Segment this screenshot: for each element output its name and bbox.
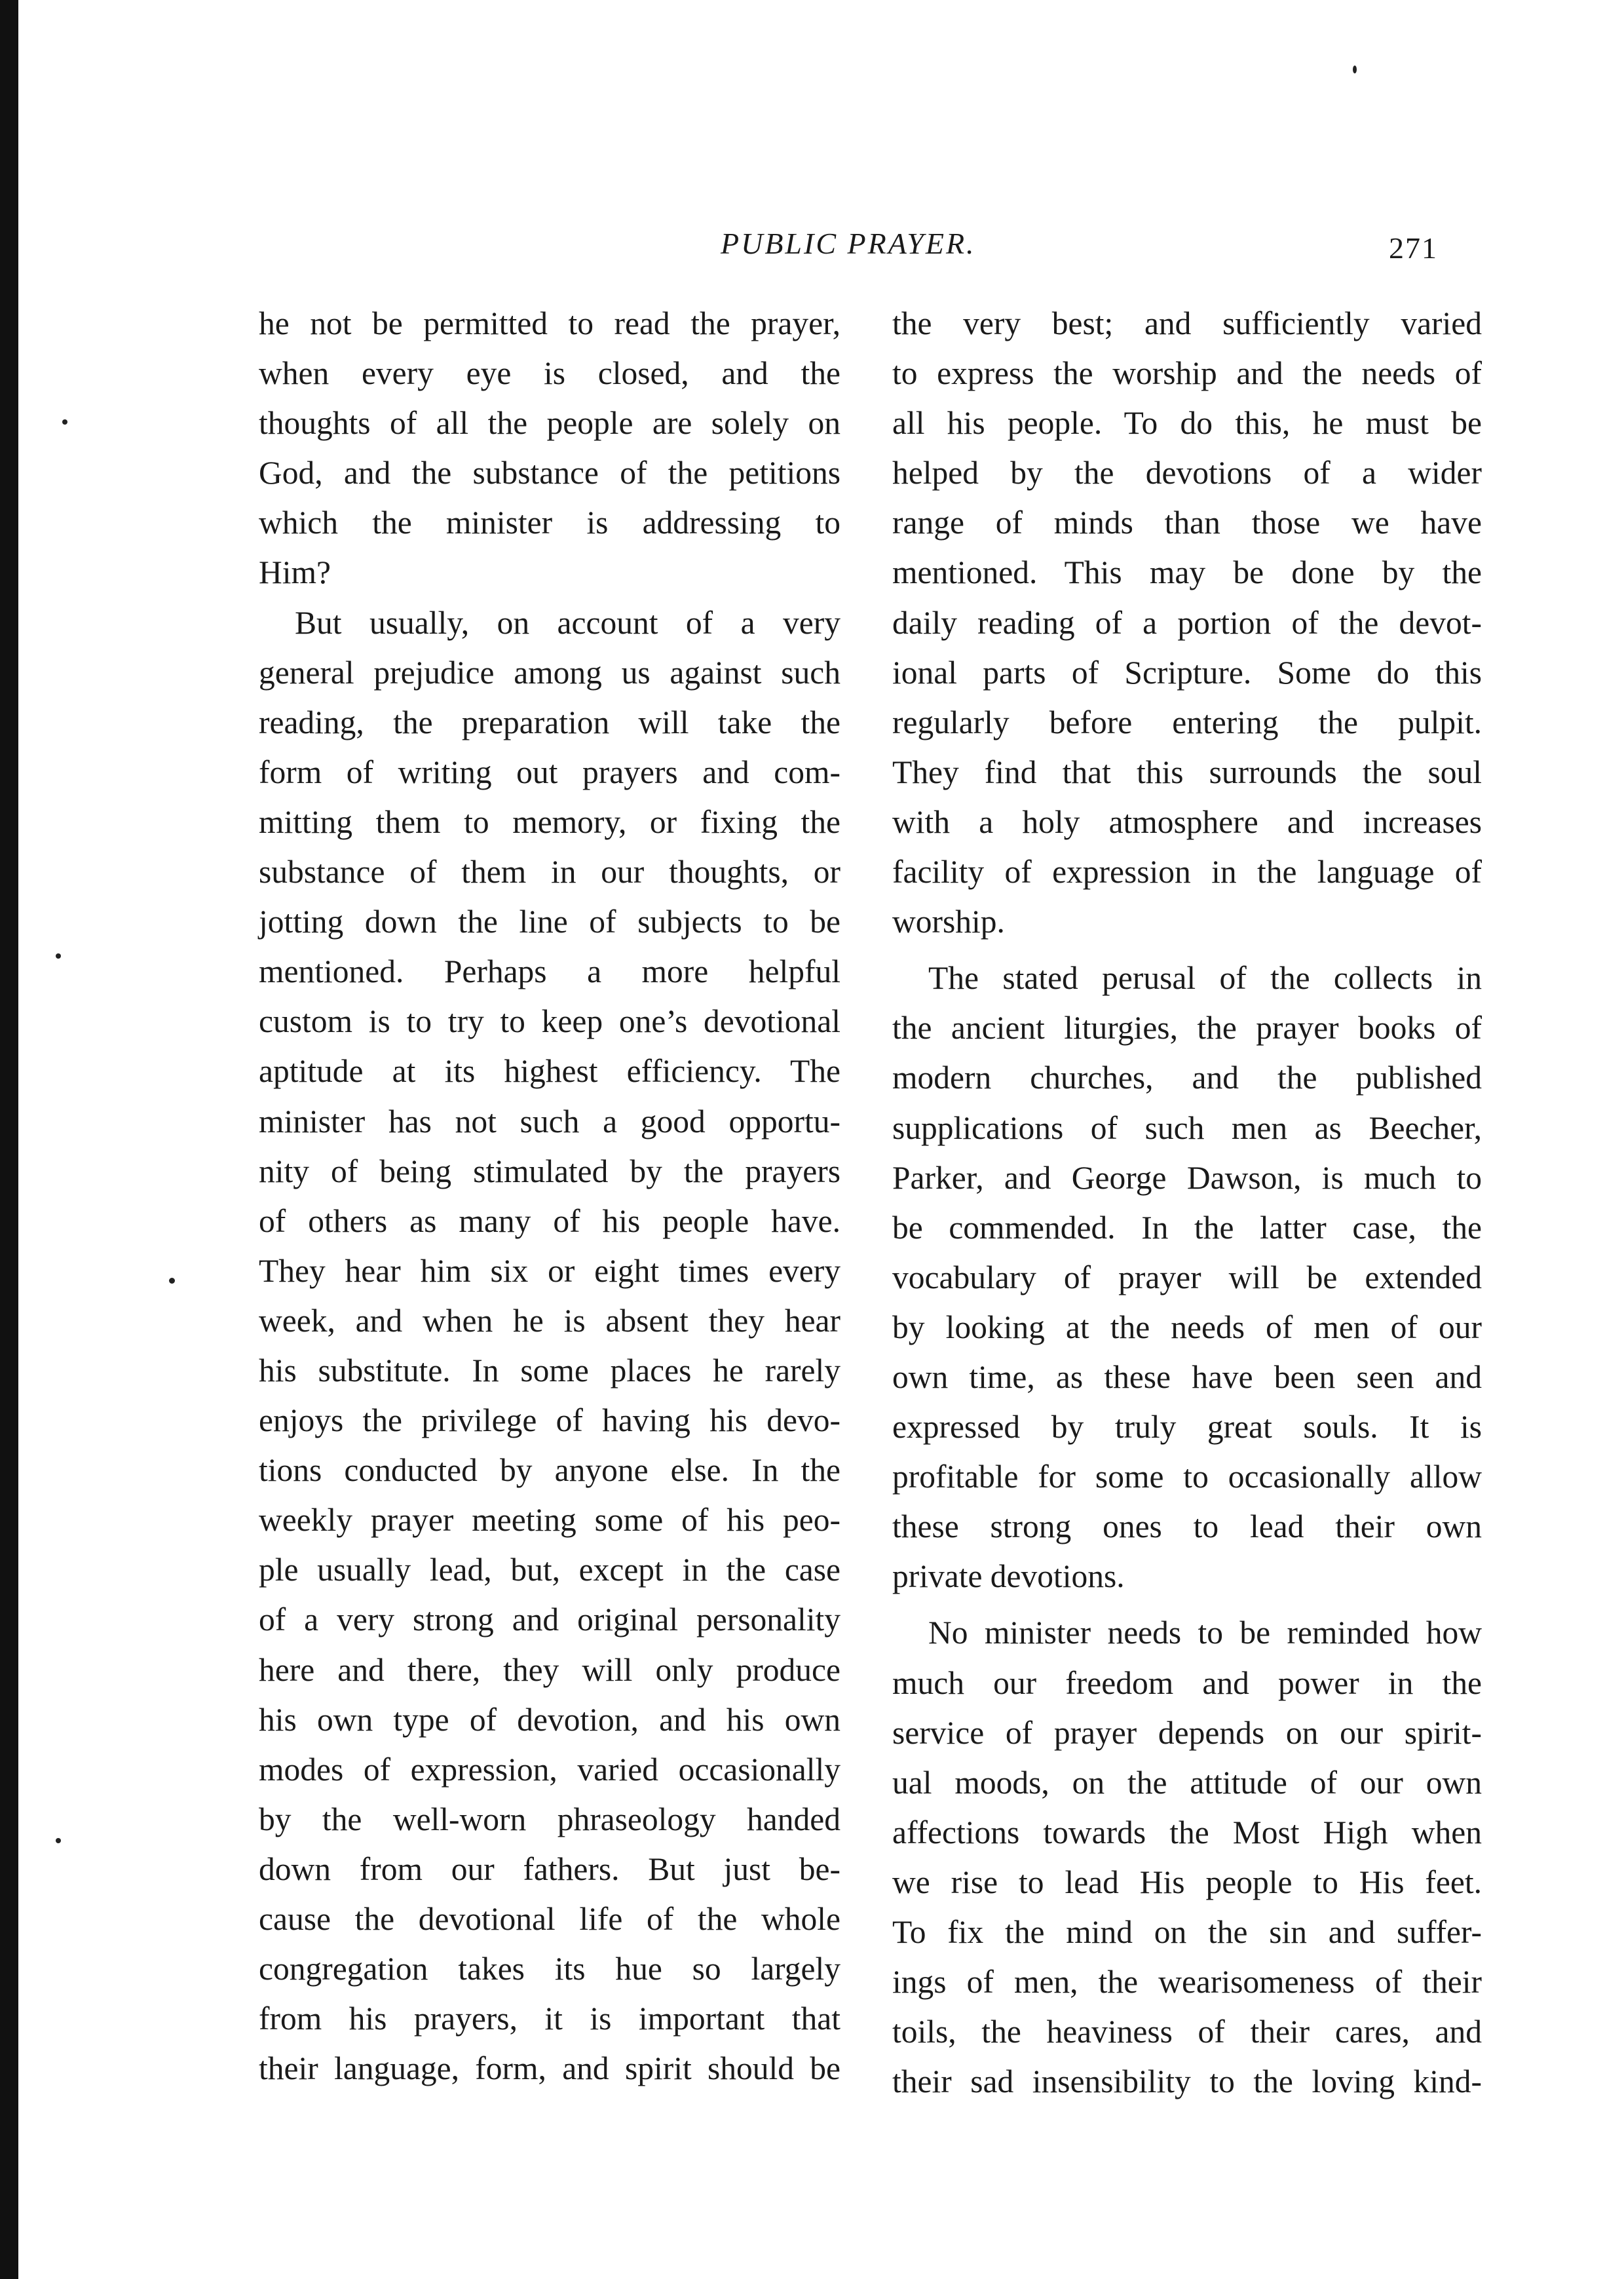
text-line: modern churches, and the published [892,1060,1482,1096]
text-line: enjoys the privilege of having his devo- [259,1402,840,1439]
text-line: supplications of such men as Beecher, [892,1109,1482,1146]
scan-speck [56,1838,61,1843]
text-line: when every eye is closed, and the [259,355,840,392]
text-line: reading, the preparation will take the [259,704,840,740]
text-line: which the minister is addressing to [259,505,840,541]
text-line: Parker, and George Dawson, is much to [892,1159,1482,1196]
scan-speck [56,953,61,959]
text-line: from his prayers, it is important that [259,2001,840,2037]
text-line: They find that this surrounds the soul [892,754,1482,790]
text-line: their language, form, and spirit should be [259,2050,840,2087]
text-line: all his people. To do this, he must be [892,405,1482,442]
text-line: mentioned. Perhaps a more helpful [259,953,840,990]
text-line: God, and the substance of the petitions [259,455,840,491]
text-line: down from our fathers. But just be- [259,1850,840,1887]
page-number: 271 [1389,231,1438,265]
text-line: nity of being stimulated by the prayers [259,1153,840,1189]
text-line: his substitute. In some places he rarely [259,1352,840,1388]
text-line: daily reading of a portion of the devot- [892,604,1482,641]
text-line: vocabulary of prayer will be extended [892,1259,1482,1295]
text-line: profitable for some to occasionally allow [892,1459,1482,1495]
text-line: the very best; and sufficiently varied [892,305,1482,341]
text-line: by the well-worn phraseology handed [259,1801,840,1837]
text-line: tions conducted by anyone else. In the [259,1452,840,1489]
text-line: cause the devotional life of the whole [259,1901,840,1937]
text-line: congregation takes its hue so largely [259,1951,840,1987]
text-line: private devotions. [892,1558,1125,1595]
text-line: these strong ones to lead their own [892,1508,1482,1545]
text-line: mentioned. This may be done by the [892,554,1482,591]
right-text-column [892,299,1482,2107]
text-line: of others as many of his people have. [259,1202,840,1239]
text-line: form of writing out prayers and com- [259,754,840,790]
page-binding-edge [0,0,18,2279]
text-line: of a very strong and original personality [259,1601,840,1638]
text-line: But usually, on account of a very [295,604,840,641]
text-line: jotting down the line of subjects to be [259,904,840,940]
text-line: ings of men, the wearisomeness of their [892,1964,1482,2001]
text-line: minister has not such a good opportu- [259,1103,840,1140]
running-head: PUBLIC PRAYER. [721,227,976,260]
text-line: To fix the mind on the sin and suffer- [892,1914,1482,1950]
text-line: worship. [892,904,1005,940]
text-line: we rise to lead His people to His feet. [892,1864,1482,1900]
text-line: range of minds than those we have [892,505,1482,541]
text-line: here and there, they will only produce [259,1651,840,1688]
text-line: general prejudice among us against such [259,654,840,691]
text-line: be commended. In the latter case, the [892,1209,1482,1246]
text-line: mitting them to memory, or fixing the [259,803,840,840]
text-line: weekly prayer meeting some of his peo- [259,1502,840,1539]
text-line: with a holy atmosphere and increases [892,803,1482,840]
text-line: ual moods, on the attitude of our own [892,1764,1482,1801]
text-line: custom is to try to keep one’s devotional [259,1003,840,1040]
text-line: substance of them in our thoughts, or [259,854,840,891]
text-line: their sad insensibility to the loving kind- [892,2063,1482,2100]
text-line: affections towards the Most High when [892,1814,1482,1850]
text-line: service of prayer depends on our spirit- [892,1714,1482,1751]
text-line: helped by the devotions of a wider [892,455,1482,491]
text-line: week, and when he is absent they hear [259,1302,840,1339]
text-line: he not be permitted to read the prayer, [259,305,840,341]
text-line: No minister needs to be reminded how [928,1615,1482,1651]
text-line: facility of expression in the language of [892,854,1482,891]
text-line: his own type of devotion, and his own [259,1701,840,1738]
text-line: expressed by truly great souls. It is [892,1409,1482,1446]
text-line: ple usually lead, but, except in the case [259,1552,840,1588]
text-line: by looking at the needs of men of our [892,1309,1482,1345]
text-line: They hear him six or eight times every [259,1252,840,1289]
text-line: modes of expression, varied occasionally [259,1751,840,1788]
scan-speck [169,1278,175,1284]
text-line: the ancient liturgies, the prayer books of [892,1010,1482,1046]
text-line: Him? [259,554,331,591]
text-line: to express the worship and the needs of [892,355,1482,392]
left-text-column [259,299,840,2094]
text-line: ional parts of Scripture. Some do this [892,654,1482,691]
text-line: aptitude at its highest efficiency. The [259,1053,840,1090]
text-line: much our freedom and power in the [892,1664,1482,1701]
text-line: own time, as these have been seen and [892,1358,1482,1395]
text-line: toils, the heaviness of their cares, and [892,2014,1482,2050]
text-line: regularly before entering the pulpit. [892,704,1482,740]
scan-speck [1353,66,1357,73]
scan-speck [62,419,67,425]
text-line: The stated perusal of the collects in [928,960,1482,997]
text-line: thoughts of all the people are solely on [259,405,840,442]
